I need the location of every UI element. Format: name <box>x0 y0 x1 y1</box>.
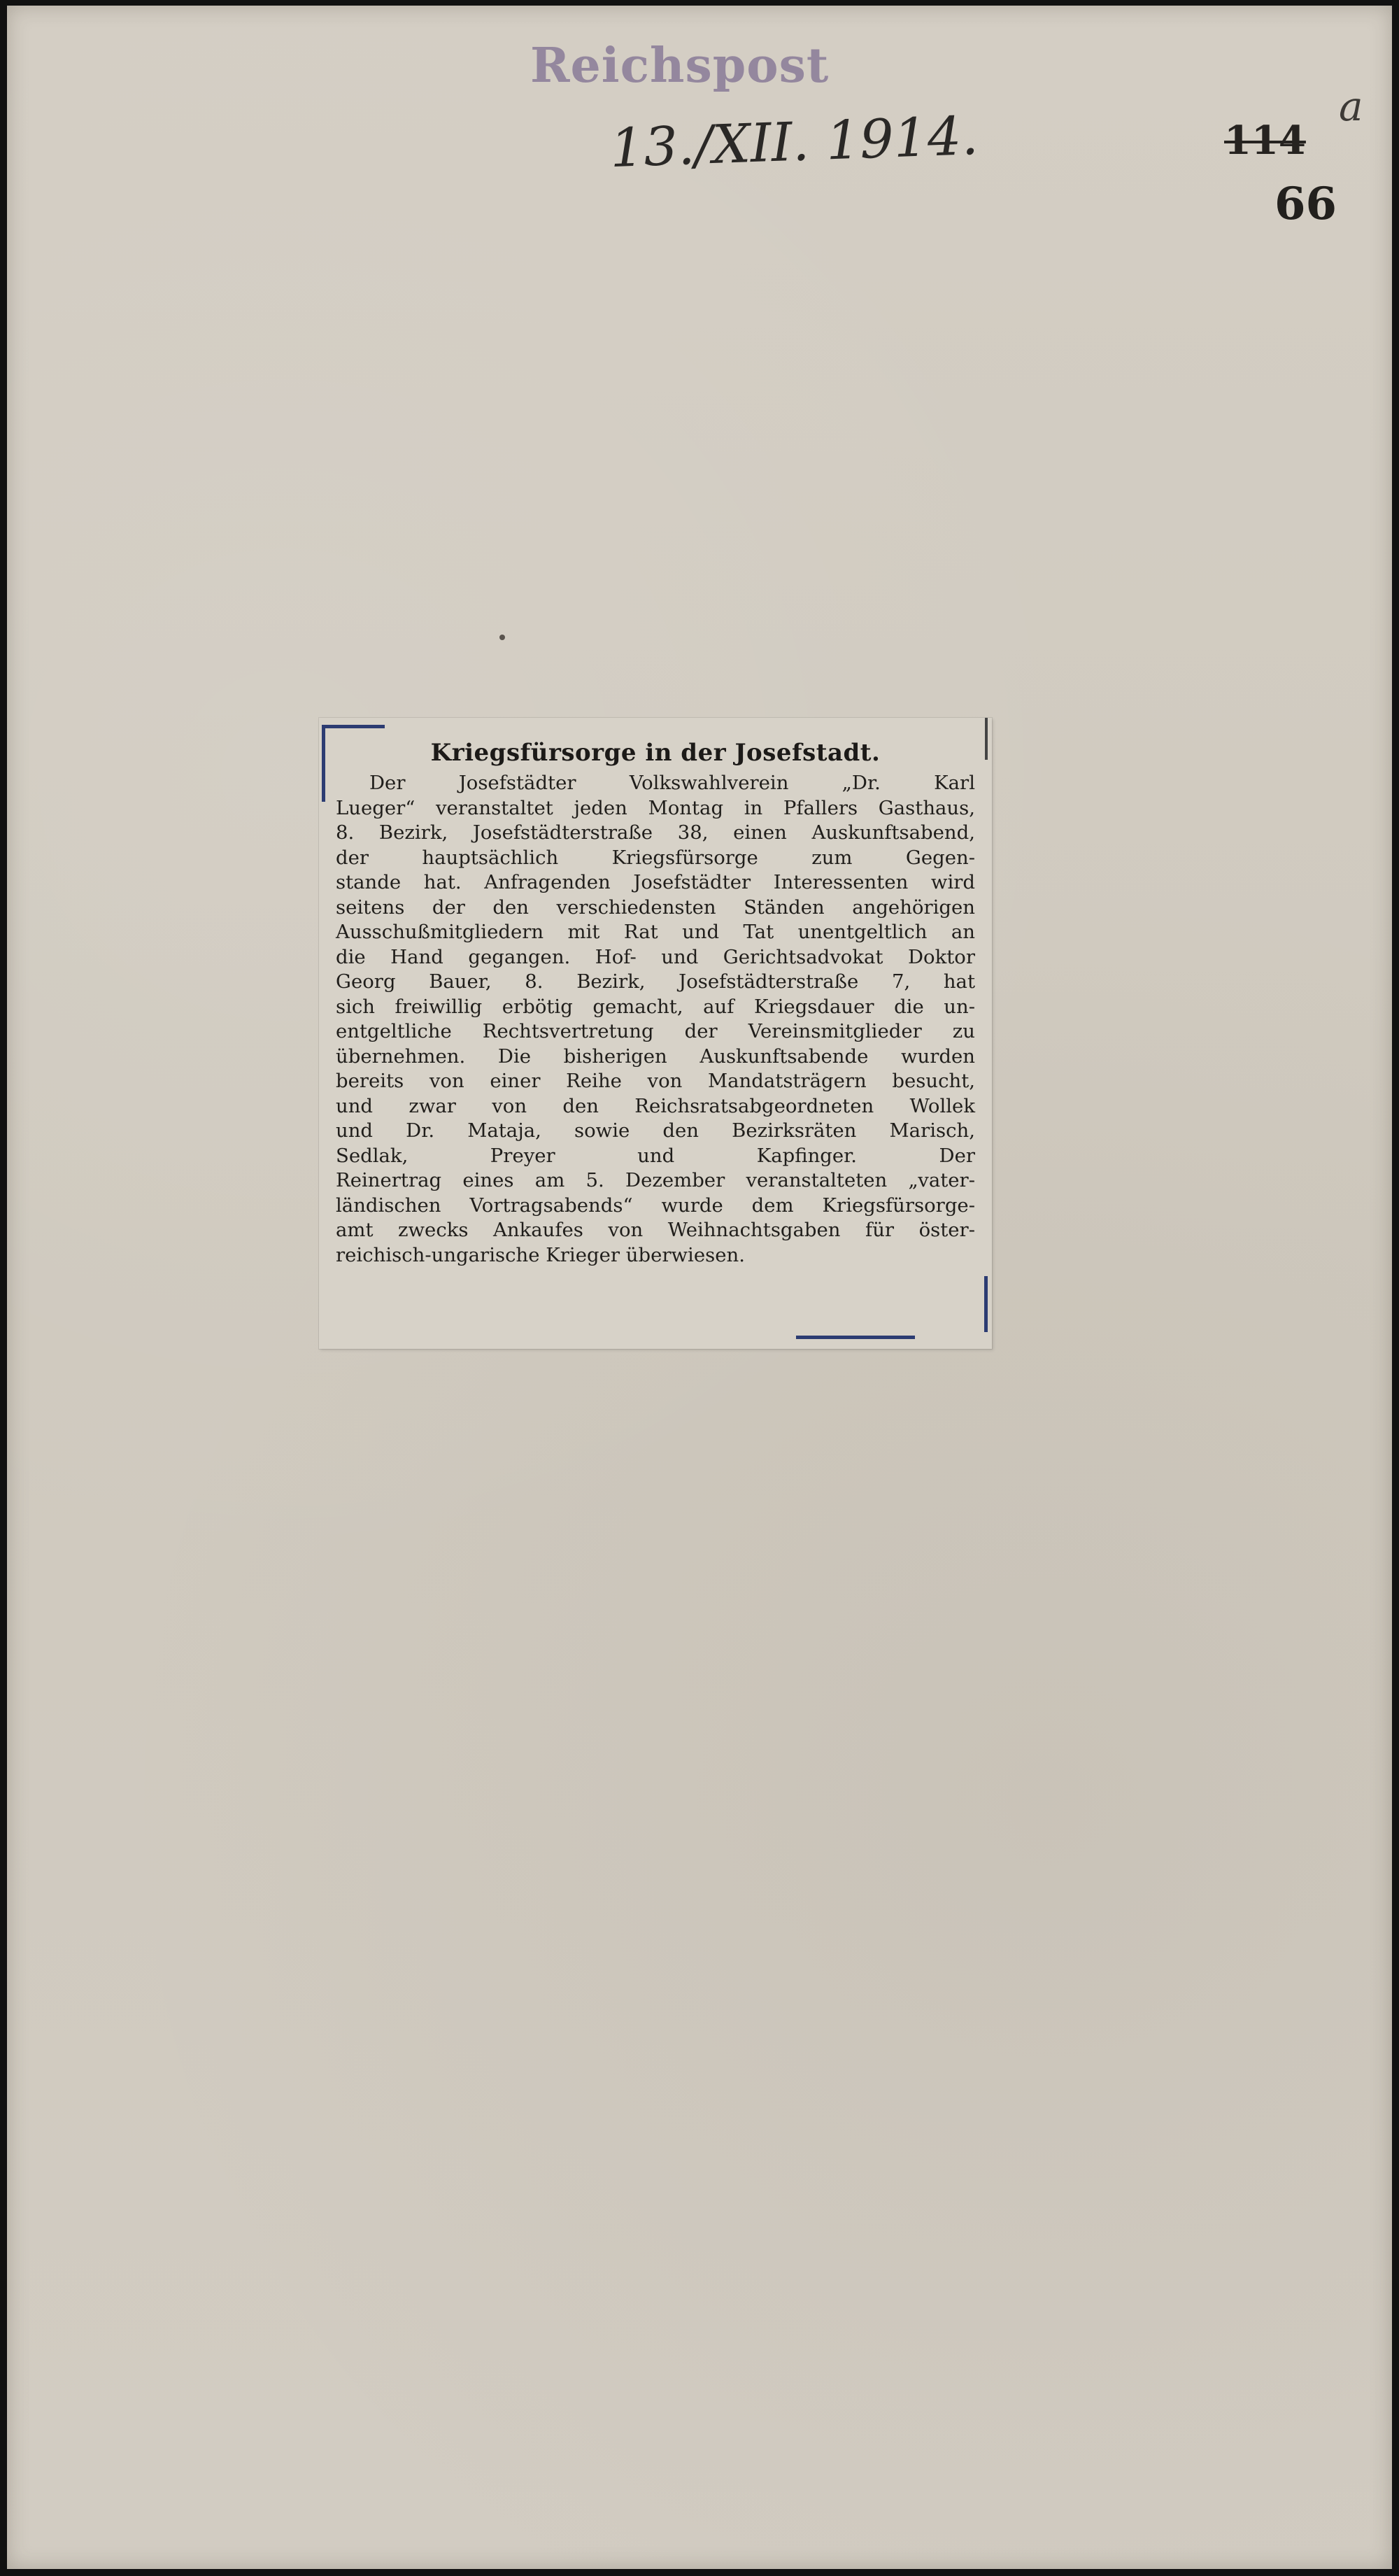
article-line: Lueger“ veranstaltet jeden Montag in Pfallers Gasthaus, <box>336 796 975 819</box>
article-line: und zwar von den Reichsratsabgeordneten Wollek <box>336 1094 975 1117</box>
article-line: sich freiwillig erbötig gemacht, auf Kriegsdauer die un- <box>336 995 975 1018</box>
article-line: seitens der den verschiedensten Ständen angehörigen <box>336 896 975 919</box>
article-headline: Kriegsfürsorge in der Josefstadt. <box>430 739 881 767</box>
blue-pencil-mark-left <box>322 725 325 802</box>
article-line: Reinertrag eines am 5. Dezember veranstalteten „vater- <box>336 1169 975 1191</box>
archive-number: 66 <box>1274 178 1337 230</box>
struck-archive-number: 114 <box>1224 118 1306 164</box>
article-line: stande hat. Anfragenden Josefstädter Interessenten wird <box>336 871 975 893</box>
article-line: die Hand gegangen. Hof- und Gerichtsadvokat Doktor <box>336 945 975 968</box>
newspaper-clipping <box>319 718 992 1349</box>
paper-spot <box>499 635 505 640</box>
document-sheet <box>7 6 1392 2569</box>
article-line: 8. Bezirk, Josefstädterstraße 38, einen Auskunftsabend, <box>336 821 975 844</box>
article-line: übernehmen. Die bisherigen Auskunftsabende wurden <box>336 1045 975 1068</box>
blue-pencil-mark-right <box>984 1276 988 1332</box>
article-line: Sedlak, Preyer und Kapfinger. Der <box>336 1144 975 1167</box>
pencil-mark-right-top <box>985 718 988 760</box>
article-line: bereits von einer Reihe von Mandatsträgern besucht, <box>336 1070 975 1092</box>
blue-pencil-mark-top <box>322 725 385 728</box>
article-line: und Dr. Mataja, sowie den Bezirksräten Marisch, <box>336 1119 975 1142</box>
reichspost-stamp: Reichspost <box>530 38 830 94</box>
article-body <box>336 771 975 1268</box>
blue-pencil-mark-bottom <box>796 1336 915 1339</box>
article-line: entgeltliche Rechtsvertretung der Vereinsmitglieder zu <box>336 1020 975 1042</box>
article-line: Der Josefstädter Volkswahlverein „Dr. Karl <box>369 772 975 794</box>
article-line: Georg Bauer, 8. Bezirk, Josefstädterstraße 7, hat <box>336 970 975 993</box>
article-line: amt zwecks Ankaufes von Weihnachtsgaben für öster- <box>336 1219 975 1241</box>
article-line: reichisch-ungarische Krieger überwiesen. <box>336 1243 745 1266</box>
handwritten-date: 13./XII. 1914. <box>609 104 979 180</box>
article-line: ländischen Vortragsabends“ wurde dem Kriegsfürsorge- <box>336 1194 975 1217</box>
article-line: Ausschußmitgliedern mit Rat und Tat unentgeltlich an <box>336 921 975 943</box>
article-line: der hauptsächlich Kriegsfürsorge zum Gegen- <box>336 846 975 869</box>
handwritten-letter-mark: a <box>1339 83 1363 130</box>
